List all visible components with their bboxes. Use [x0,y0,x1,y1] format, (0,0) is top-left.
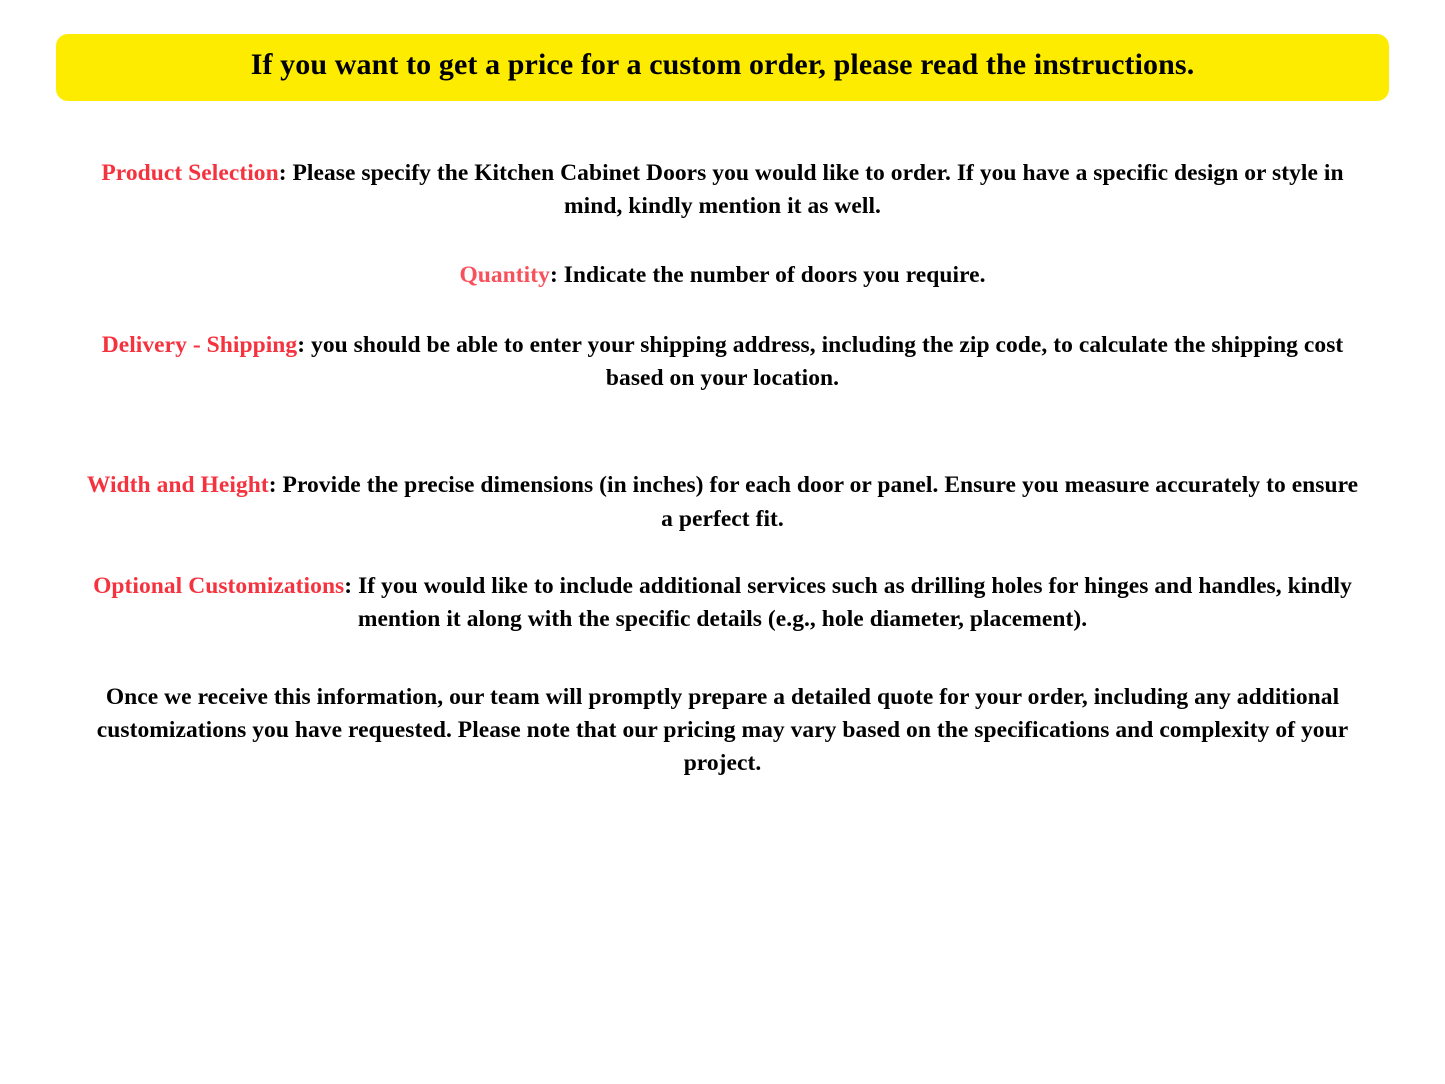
banner-container [0,0,1445,101]
section-label-product-selection: Product Selection [101,159,279,186]
section-text-optional-customizations: : If you would like to include additional services such as drilling holes for hinges and handles, kindly mention it along with the specific details (e.g., hole diameter, placement). [344,573,1352,633]
section-product-selection [80,157,1365,224]
section-text-width-and-height: : Provide the precise dimensions (in inches) for each door or panel. Ensure you measure accurately to ensure a perfect fit. [268,472,1359,532]
section-optional-customizations [80,570,1365,637]
section-delivery-shipping [80,329,1365,396]
section-text-delivery-shipping: : you should be able to enter your shipping address, including the zip code, to calculate the shipping cost based on your location. [297,331,1344,391]
section-label-width-and-height: Width and Height [86,472,269,499]
section-text-quantity: : Indicate the number of doors you require. [549,262,986,289]
closing-paragraph: Once we receive this information, our team will promptly prepare a detailed quote for your order, including any additional customizations you have requested. Please note that our pricing may vary based on the specifications and complexity of your project. [96,683,1349,777]
section-label-quantity: Quantity [459,262,550,289]
section-width-and-height [80,469,1365,536]
instructions-banner: If you want to get a price for a custom order, please read the instructions. [56,34,1389,101]
section-label-optional-customizations: Optional Customizations [93,573,345,600]
instructions-body [0,157,1445,781]
section-text-product-selection: : Please specify the Kitchen Cabinet Doors you would like to order. If you have a specific design or style in mind, kindly mention it as well. [278,159,1344,219]
section-label-delivery-shipping: Delivery - Shipping [101,331,298,358]
section-quantity [80,259,1365,292]
